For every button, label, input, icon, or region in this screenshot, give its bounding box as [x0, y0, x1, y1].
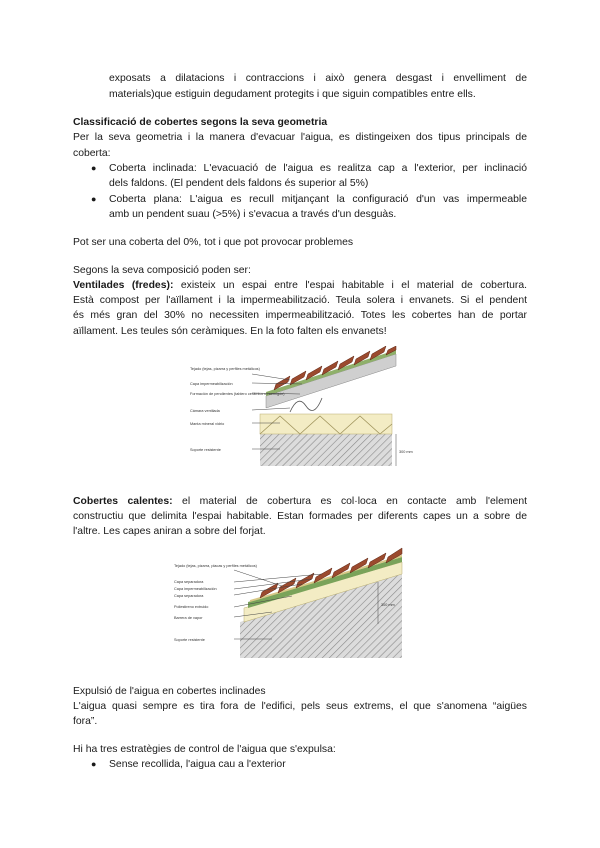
figure-label: Capa impermeabilización — [174, 587, 217, 591]
term-ventilades: Ventilades (fredes): — [73, 280, 174, 291]
paragraph-line — [73, 278, 527, 293]
section-heading: Classificació de cobertes segons la seva geometria — [73, 117, 328, 128]
bullet-text: dels faldons. (El pendent dels faldons és superior al 5%) — [109, 178, 369, 189]
figure-label: Capa separadora — [174, 594, 204, 598]
paragraph-line: constructiu que delimita l'espai habitable. Estan formades per diferents capes un a sobre de — [73, 511, 527, 522]
paragraph-line: és més gran del 30% no necessiten impermeabilització. Totes les cobertes han de portar — [73, 310, 527, 321]
bullet-text: Coberta plana: L'aigua es recull mitjançant la configuració d'un vas impermeable — [109, 194, 527, 205]
figure-label: Soporte resistente — [174, 638, 205, 642]
paragraph-line: aïllament. Les teules són ceràmiques. En la foto falten els envanets! — [73, 326, 387, 337]
figure-label: Tejado (tejas, pizarra, placas y perfiles metálicos) — [174, 564, 257, 568]
paragraph-line: fora”. — [73, 716, 98, 727]
figure-label: Capa separadora — [174, 580, 204, 584]
paragraph-text: existeix un espai entre l'espai habitable i el material de cobertura. — [173, 280, 527, 291]
paragraph-line: Pot ser una coberta del 0%, tot i que pot provocar problemes — [73, 237, 354, 248]
bullet-icon: ● — [91, 759, 97, 769]
paragraph-line — [73, 494, 527, 509]
paragraph-line: Hi ha tres estratègies de control de l'aigua que s'expulsa: — [73, 744, 336, 755]
paragraph-line: Està compost per l'aïllament i la impermeabilització. Teula solera i envanets. Si el pendent — [73, 295, 527, 306]
bullet-text: Coberta inclinada: L'evacuació de l'aigua es realitza cap a l'exterior, per inclinació — [109, 163, 527, 174]
figure-dimension: 300 mm — [399, 450, 413, 454]
figure-label: Poliestireno extruido — [174, 605, 209, 609]
figure-label: Capa impermeabilización — [190, 382, 233, 386]
paragraph-line: coberta: — [73, 148, 111, 159]
bullet-icon: ● — [91, 163, 97, 173]
figure-label: Formación de pendientes (tablero cerámico u hormigón) — [190, 392, 285, 396]
figure-label: Manta mineral vidrio — [190, 422, 225, 426]
paragraph-line: l'altre. Les capes aniran a sobre del forjat. — [73, 526, 266, 537]
paragraph-line: L'aigua quasi sempre es tira fora de l'edifici, pels seus extrems, el que s'anomena “aigües — [73, 701, 527, 712]
concrete-layer — [260, 434, 392, 466]
bullet-text: amb un pendent suau (>5%) i s'evacua a través d'un desguàs. — [109, 209, 397, 220]
paragraph-line: Segons la seva composició poden ser: — [73, 265, 251, 276]
insulation-layer — [260, 414, 392, 434]
paragraph-line: exposats a dilatacions i contraccions i això genera desgast i envelliment de — [109, 73, 527, 84]
term-calentes: Cobertes calentes: — [73, 496, 173, 507]
figure-label: Cámara ventilada — [190, 409, 220, 413]
paragraph-text: el material de cobertura es col·loca en contacte amb l'element — [172, 496, 527, 507]
figure-label: Barrera de vapor — [174, 616, 203, 620]
bullet-icon: ● — [91, 194, 97, 204]
figure-ventilated-roof — [190, 346, 416, 468]
paragraph-line: materials)que estiguin degudament protegits i que siguin compatibles entre ells. — [109, 89, 476, 100]
bullet-text: Sense recollida, l'aigua cau a l'exterior — [109, 759, 286, 770]
figure-warm-roof — [172, 546, 414, 662]
paragraph-line: Per la seva geometria i la manera d'evacuar l'aigua, es distingeixen dos tipus principals de — [73, 132, 527, 143]
figure-label: Soporte resistente — [190, 448, 221, 452]
figure-label: Tejado (tejas, pizarra y perfiles metálicos) — [190, 367, 260, 371]
paragraph-line: Expulsió de l'aigua en cobertes inclinades — [73, 686, 266, 697]
figure-dimension: 300 mm — [381, 603, 395, 607]
